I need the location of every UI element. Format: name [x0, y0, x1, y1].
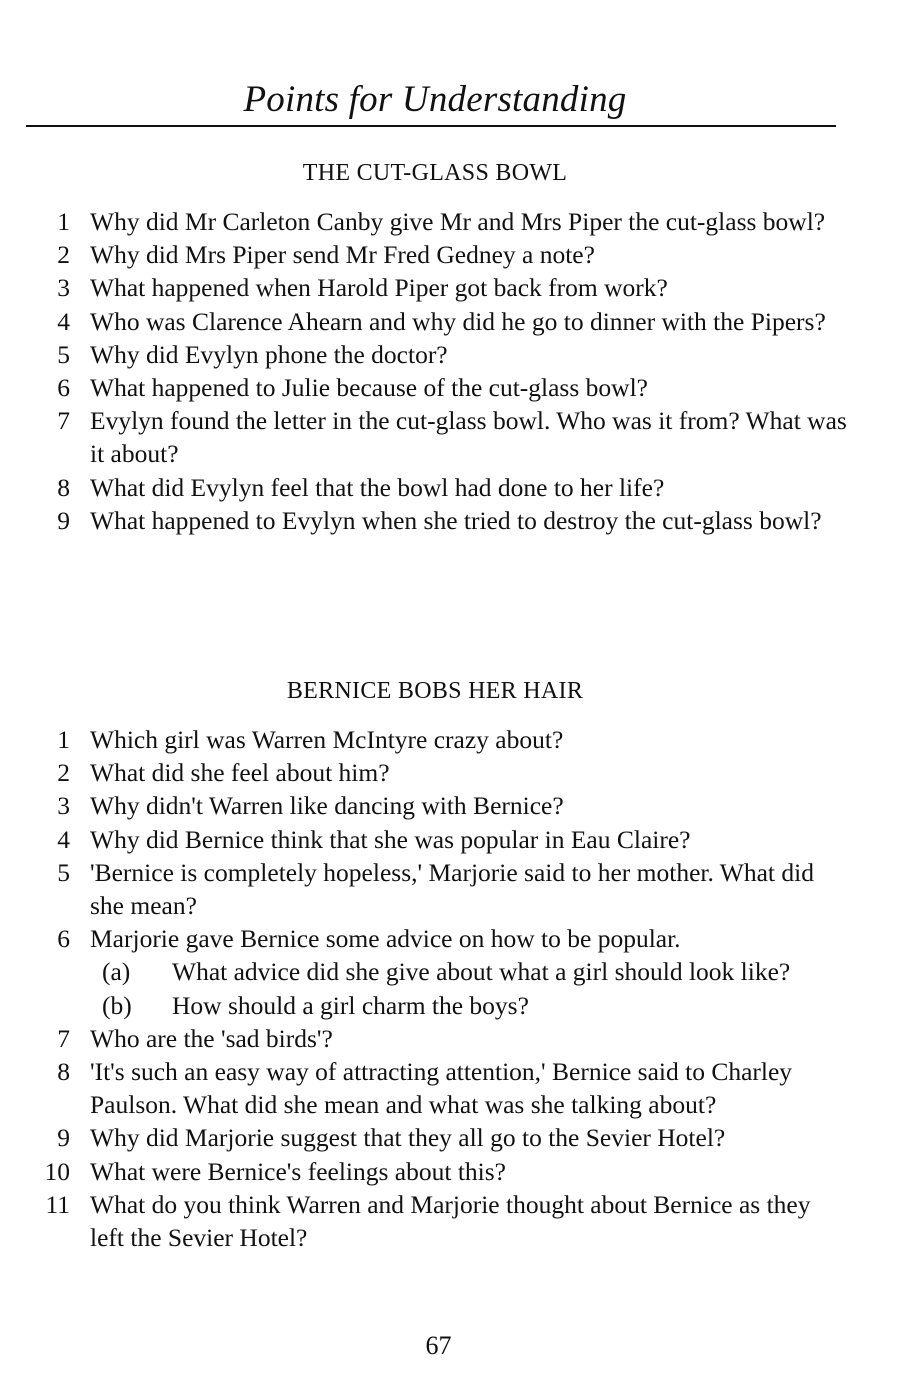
- page-number: 67: [425, 1331, 452, 1360]
- question-text: 'It's such an easy way of attracting attention,' Bernice said to Charley Paulson. What did she mean and what was she talking about?: [90, 1057, 793, 1120]
- question-text: Why did Mr Carleton Canby give Mr and Mrs Piper the cut-glass bowl?: [90, 207, 826, 236]
- question-list-bernice-bobs-her-hair: [0, 723, 907, 1254]
- question-text: Evylyn found the letter in the cut-glass bowl. Who was it from? What was it about?: [90, 406, 847, 469]
- question-item: [0, 338, 907, 371]
- question-text: Marjorie gave Bernice some advice on how to be popular.: [90, 924, 681, 954]
- page-heading: Points for Understanding: [243, 79, 627, 120]
- question-item: [0, 371, 907, 404]
- question-list-cut-glass-bowl: [0, 205, 907, 537]
- question-text: What happened to Julie because of the cut-glass bowl?: [90, 373, 648, 403]
- question-number: 4: [57, 824, 70, 854]
- question-number: 2: [57, 240, 70, 270]
- question-text: Why did Bernice think that she was popular in Eau Claire?: [90, 824, 691, 854]
- sub-question-label: (a): [102, 957, 131, 987]
- sub-question-item: [0, 989, 907, 1022]
- question-text: What happened when Harold Piper got back from work?: [90, 273, 668, 303]
- question-text: What did Evylyn feel that the bowl had done to her life?: [90, 472, 665, 502]
- question-text: Why did Marjorie suggest that they all go to the Sevier Hotel?: [90, 1123, 726, 1153]
- section-title-bernice-bobs-her-hair: BERNICE BOBS HER HAIR: [286, 678, 584, 704]
- question-number: 2: [57, 758, 70, 788]
- question-number: 5: [57, 339, 70, 369]
- question-text: 'Bernice is completely hopeless,' Marjorie said to her mother. What did she mean?: [90, 857, 814, 921]
- question-item: [0, 856, 907, 922]
- question-text: What happened to Evylyn when she tried to destroy the cut-glass bowl?: [90, 505, 822, 535]
- question-number: 11: [45, 1189, 70, 1219]
- question-text: What were Bernice's feelings about this?: [90, 1156, 506, 1186]
- question-item: [0, 205, 907, 238]
- question-item: [0, 789, 907, 822]
- question-item: [0, 271, 907, 304]
- question-item: [0, 756, 907, 789]
- question-number: 6: [57, 924, 70, 954]
- question-number: 4: [57, 306, 70, 336]
- question-number: 10: [44, 1156, 70, 1186]
- question-item: [0, 1155, 907, 1188]
- question-number: 3: [57, 791, 70, 821]
- question-text: Why did Mrs Piper send Mr Fred Gedney a note?: [90, 240, 595, 270]
- question-item: [0, 723, 907, 756]
- question-item: [0, 1055, 907, 1121]
- question-number: 1: [57, 207, 70, 236]
- question-number: 8: [57, 472, 70, 502]
- section-title-cut-glass-bowl: THE CUT-GLASS BOWL: [302, 160, 568, 186]
- question-number: 8: [57, 1057, 70, 1087]
- sub-question-text: What advice did she give about what a girl should look like?: [172, 957, 791, 987]
- sub-question-label: (b): [102, 990, 132, 1020]
- question-number: 9: [57, 1123, 70, 1153]
- question-text: Why did Evylyn phone the doctor?: [90, 339, 448, 369]
- question-item: [0, 922, 907, 955]
- question-item: [0, 305, 907, 338]
- question-text: Why didn't Warren like dancing with Bernice?: [90, 791, 564, 821]
- question-text: Who are the 'sad birds'?: [90, 1023, 333, 1053]
- question-number: 9: [57, 505, 70, 535]
- question-number: 1: [57, 725, 70, 754]
- question-text: Which girl was Warren McIntyre crazy about?: [90, 725, 564, 754]
- question-item: [0, 238, 907, 271]
- question-number: 7: [57, 406, 70, 436]
- question-number: 7: [57, 1023, 70, 1053]
- question-text: What do you think Warren and Marjorie thought about Bernice as they left the Sevier Hotel?: [90, 1189, 811, 1253]
- question-number: 6: [57, 373, 70, 403]
- question-item: [0, 504, 907, 537]
- question-item: [0, 1188, 907, 1254]
- question-item: [0, 1121, 907, 1154]
- question-text: What did she feel about him?: [90, 758, 390, 788]
- question-text: Who was Clarence Ahearn and why did he go to dinner with the Pipers?: [90, 306, 826, 336]
- sub-question-text: How should a girl charm the boys?: [172, 990, 529, 1020]
- question-item: [0, 471, 907, 504]
- question-item: [0, 404, 907, 470]
- question-item: [0, 823, 907, 856]
- question-item: [0, 1022, 907, 1055]
- question-number: 3: [57, 273, 70, 303]
- heading-rule: [26, 125, 836, 127]
- sub-question-item: [0, 955, 907, 988]
- question-number: 5: [57, 857, 70, 887]
